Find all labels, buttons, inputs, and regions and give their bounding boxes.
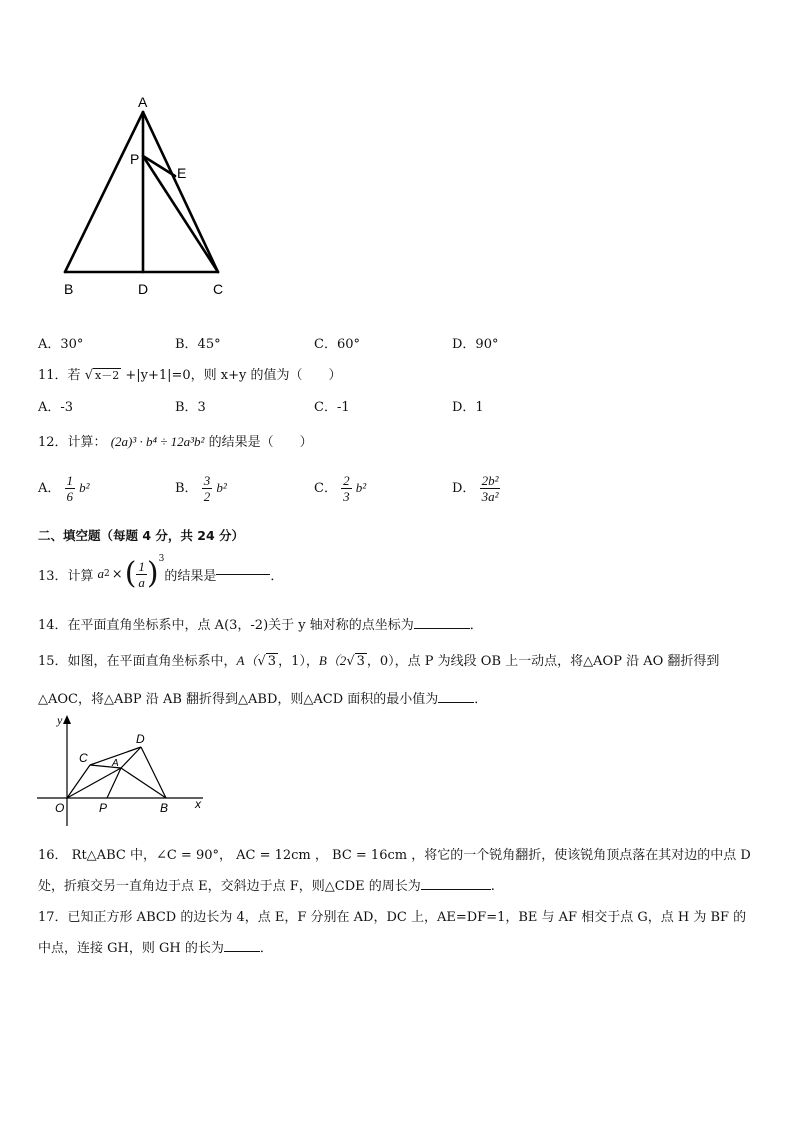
- section-2-title: 二、填空题（每题 4 分，共 24 分）: [38, 528, 245, 543]
- q13-fraction: $\frac{1}{a}$: [138, 558, 145, 590]
- label-b: B: [64, 281, 74, 297]
- q15-answer-blank[interactable]: [438, 701, 474, 703]
- q11-radicand: x－2: [94, 369, 120, 382]
- fraction: $\frac{\text{2b²}}{\text{3a²}}$: [481, 473, 499, 504]
- q11-option-a: A．-3: [38, 400, 74, 415]
- q11-option-b: B．3: [175, 400, 206, 415]
- q16-line-1: 16． Rt△ABC 中，∠C = 90°， AC = 12cm ， BC = 16cm ，将它的一个锐角翻折，使该锐角顶点落在其对边的中点 D: [38, 848, 751, 863]
- fraction: $\frac{3}{2}$: [203, 473, 211, 504]
- q14-answer-blank[interactable]: [414, 627, 470, 629]
- side-ac: [143, 112, 218, 272]
- label-a: A: [112, 758, 119, 769]
- label-a: A: [138, 94, 148, 110]
- segment-pe: [143, 156, 175, 176]
- q10-option-d: D．90°: [452, 337, 499, 352]
- label-o: O: [55, 801, 65, 815]
- coordinate-figure: [35, 710, 215, 830]
- q11-prefix: 11．若: [38, 368, 81, 383]
- fraction: $\frac{2}{3}$: [343, 473, 350, 504]
- label-b: B: [160, 801, 169, 815]
- q12-option-a: A． $\frac{1}{6}$ b²: [38, 473, 90, 504]
- label-c: C: [213, 281, 224, 297]
- q17-answer-blank[interactable]: [224, 950, 260, 952]
- label-d: D: [138, 281, 149, 297]
- side-ab: [65, 112, 143, 272]
- q11-sqrt-sign: √: [84, 368, 93, 383]
- q17-line-2: 中点，连接 GH，则 GH 的长为 ．: [38, 941, 273, 956]
- q13-stem: 13．计算 a 2 × ( $\frac{1}{a}$ ) $^3$ 的结果是 ．: [38, 554, 284, 591]
- q12-option-c: C． $\frac{2}{3}$ b²: [314, 473, 367, 504]
- q17-line-1: 17．已知正方形 ABCD 的边长为 4，点 E，F 分别在 AD，DC 上，AE=DF=1，BE 与 AF 相交于点 G，点 H 为 BF 的: [38, 910, 747, 925]
- q15-line-2: △AOC，将△ABP 沿 AB 翻折得到△ABD，则△ACD 面积的最小值为 ．: [38, 692, 488, 707]
- q11-stem: [38, 364, 342, 383]
- q13-answer-blank[interactable]: [216, 573, 270, 575]
- q14-stem: 14．在平面直角坐标系中，点 A(3，-2)关于 y 轴对称的点坐标为 ．: [38, 618, 483, 633]
- label-c: C: [79, 751, 88, 765]
- q15-line-1: 15．如图，在平面直角坐标系中，A（√ 3 ，1），B（2√ 3 ，0），点 P 为线段 OB 上一动点，将△AOP 沿 AO 翻折得到: [38, 653, 720, 669]
- q10-option-c: C．60°: [314, 337, 360, 352]
- q12-expression: (2a)³ · b⁴ ÷ 12a³b²: [110, 434, 205, 449]
- q12-option-b: B． $\frac{3}{2}$ b²: [175, 473, 227, 504]
- q12-stem: [38, 431, 313, 450]
- triangle-figure: [55, 92, 235, 302]
- label-x: x: [195, 797, 201, 811]
- q16-answer-blank[interactable]: [421, 888, 491, 890]
- segment-oc: [67, 765, 90, 798]
- label-p: P: [130, 151, 140, 167]
- q13-prefix: 13．计算: [38, 568, 94, 584]
- y-axis-arrow: [63, 715, 71, 724]
- q11-option-d: D．1: [452, 400, 484, 415]
- fraction: $\frac{1}{6}$: [66, 473, 74, 504]
- label-p: P: [99, 801, 108, 815]
- q10-option-a: A．30°: [38, 337, 84, 352]
- q11-option-c: C．-1: [314, 400, 350, 415]
- q16-line-2: 处，折痕交另一直角边于点 E，交斜边于点 F，则△CDE 的周长为 .: [38, 879, 495, 894]
- q12-suffix: 的结果是（ ）: [208, 435, 313, 450]
- label-d: D: [136, 732, 145, 746]
- label-y: y: [57, 713, 63, 727]
- q11-suffix: +|y+1|=0，则 x+y 的值为（ ）: [125, 368, 342, 383]
- segment-oa: [67, 768, 121, 798]
- label-e: E: [177, 165, 187, 181]
- q12-prefix: 12．计算：: [38, 435, 107, 450]
- q12-option-d: D． $\frac{\text{2b²}}{\text{3a²}}$: [452, 473, 499, 504]
- q10-option-b: B．45°: [175, 337, 221, 352]
